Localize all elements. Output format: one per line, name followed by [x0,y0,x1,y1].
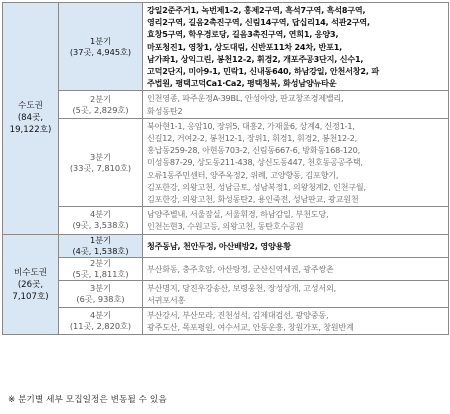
quarter-row [3,280,449,307]
sites-cell [143,3,449,91]
quarter-cell [59,207,143,234]
sites-line: 강일2준주거1, 녹번제1-2, 홍제2구역, 흑석7구역, 흑석8구역, [147,5,366,15]
region-label-line: 비수도권 [13,267,48,278]
quarter-row [3,3,449,91]
region-label-line: 19,122호) [9,125,52,136]
quarter-row [3,234,449,257]
sites-cell [143,91,449,118]
sites-line: 부산화동, 충주호암, 아산탕정, 군산신역세권, 광주쌍촌 [147,263,334,274]
region-label-line: 수도권 [18,101,43,112]
quarter-count: (37곳, 4,945호) [69,46,132,57]
sites-line: 김포한강, 의왕고천, 화성동탄2, 용인죽전, 성남판교, 광교원천 [147,194,359,205]
quarter-label: 3분기 [89,151,112,162]
sites-line: 남가좌1, 상익그린, 봉천12-2, 휘경2, 개포주공3단지, 신수1, [147,53,364,64]
sites-cell [143,234,449,257]
sites-line: 신길12, 거여2-2, 봉천12-1, 장위1, 휘경1, 휘경2, 봉천12-2, [147,133,358,144]
quarter-row [3,91,449,118]
quarter-label: 1분기 [89,35,112,46]
sites-line: 주법원, 평택고덕Ca1·Ca2, 평택청북, 화성남양뉴타운 [147,78,337,89]
quarter-row [3,118,449,206]
quarter-count: (9곳, 3,538호) [72,220,129,231]
quarter-cell [59,280,143,307]
sites-line: 김포한강, 의왕고천, 성남금토, 성남복정1, 의왕청계2, 인천구월, [147,181,366,192]
sites-line: 광주도산, 목포평원, 여수서교, 안동운흥, 창원가포, 창원반계 [147,322,354,333]
quarter-cell [59,91,143,118]
sites-line: 남양주별내, 서울잠실, 서울휘경, 하남감일, 부천도당, [147,209,329,220]
sites-line: 홍납동259-28, 아현동703-2, 신림동667-6, 방화동168-120, [147,145,360,156]
schedule-table [2,2,449,335]
sites-line: 효창5구역, 학우경로당, 길음3촉진구역, 연희1, 응양3, [147,29,339,40]
quarter-label: 2분기 [89,257,112,268]
region-cell [3,234,59,335]
sites-line: 북아현1-1, 응암10, 장위5, 대흥2, 가재울6, 상계4, 신정1-1, [147,120,355,131]
sites-line: 인천영종, 파주운정A-39BL, 안성아양, 판교창조경제밸리, [147,93,344,104]
sites-line: 미성동87-29, 상도동211-438, 상신도동447, 천호동공공주택, [147,157,363,168]
region-label-line: 7,107호) [12,291,49,302]
sites-cell [143,308,449,335]
sites-cell [143,280,449,307]
quarter-cell [59,3,143,91]
quarter-row [3,308,449,335]
sites-line: 청주동남, 천안두정, 아산배방2, 영양용황 [147,240,291,251]
quarter-count: (6곳, 938호) [76,293,125,304]
sites-cell [143,207,449,234]
sites-line: 부산명지, 당진우강송산, 보령웅천, 장성상개, 고성서외, [147,282,336,293]
sites-line: 영리2구역, 길음2촉진구역, 신림14구역, 답십리14, 석관2구역, [147,17,370,28]
quarter-label: 4분기 [89,310,112,321]
footnote: ※ 분기별 세부 모집일정은 변동될 수 있음 [8,395,167,405]
sites-line: 고덕2단지, 미아9-1, 민락1, 신내동640, 하남강일, 안천서창2, 파 [147,66,379,77]
quarter-label: 2분기 [89,93,112,104]
quarter-cell [59,234,143,257]
quarter-count: (4곳, 1,538호) [72,245,129,256]
quarter-count: (5곳, 1,811호) [72,268,129,279]
sites-line: 화성동탄2 [147,105,183,116]
quarter-row [3,257,449,280]
sites-cell [143,118,449,206]
schedule-table-body [3,3,449,335]
region-label-line: (26곳, [17,279,44,290]
quarter-cell [59,308,143,335]
region-label-line: (84곳, [17,113,44,124]
quarter-row [3,207,449,234]
quarter-label: 3분기 [89,282,112,293]
quarter-cell [59,118,143,206]
sites-cell [143,257,449,280]
sites-line: 오류1동주민센터, 양주옥정2, 위례, 고양향동, 김포향기, [147,169,339,180]
sites-line: 마포청진1, 영창1, 상도대림, 신반포11차 24차, 반포1, [147,41,343,52]
quarter-count: (33곳, 7,810호) [69,162,132,173]
sites-line: 인천논현3, 수원고등, 의왕고천, 동탄호수공원 [147,221,304,232]
sites-line: 부산강서, 부산모라, 진천성석, 김제대검선, 광양중동, [147,310,329,321]
quarter-label: 4분기 [89,209,112,220]
quarter-count: (11곳, 2,820호) [69,321,132,332]
region-cell [3,3,59,235]
sites-line: 서귀포서홍 [147,294,186,305]
quarter-count: (5곳, 2,829호) [72,104,129,115]
quarter-cell [59,257,143,280]
quarter-label: 1분기 [89,234,112,245]
